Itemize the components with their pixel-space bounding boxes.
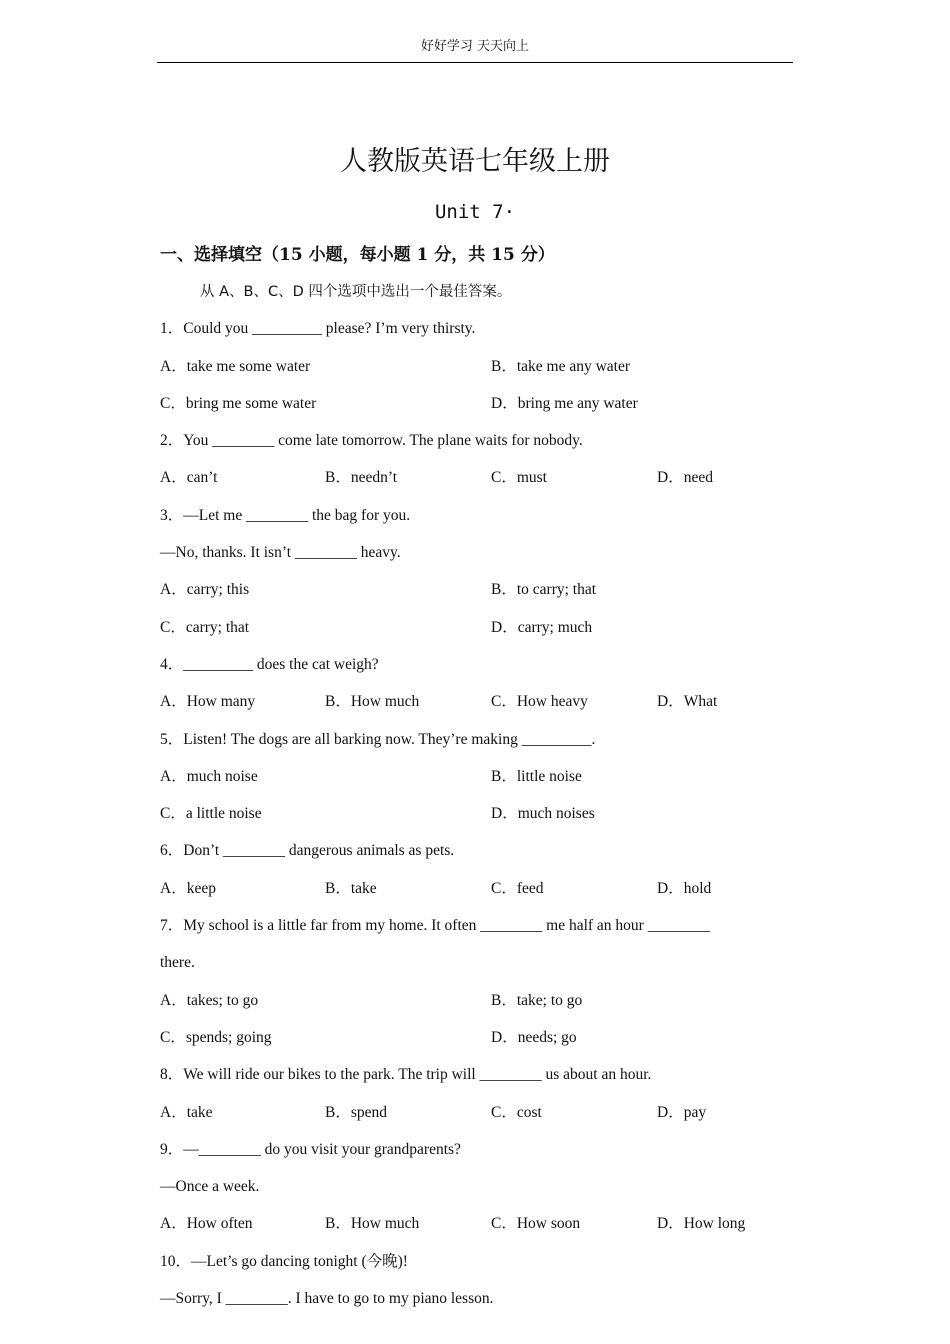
answer-option[interactable]: A．How many	[160, 693, 256, 711]
page-header	[157, 36, 793, 63]
answer-option[interactable]: C．bring me some water	[160, 394, 317, 412]
answer-option[interactable]: B．How much	[325, 693, 420, 711]
option-row	[160, 1212, 790, 1249]
answer-option[interactable]: D．carry; much	[491, 618, 593, 636]
answer-option[interactable]: B．little noise	[491, 767, 582, 785]
question-stem: 1．Could you _________ please? I’m very thirsty.	[160, 320, 476, 338]
answer-option[interactable]: A．How often	[160, 1215, 253, 1233]
answer-option[interactable]: C．must	[491, 469, 547, 487]
answer-option[interactable]: D．pay	[657, 1103, 707, 1121]
option-row	[160, 690, 790, 727]
answer-option[interactable]: C．carry; that	[160, 618, 250, 636]
answer-option[interactable]: B．How much	[325, 1215, 420, 1233]
option-row	[160, 989, 790, 1026]
answer-option[interactable]: D．What	[657, 693, 718, 711]
question-stem: 6．Don’t ________ dangerous animals as pets.	[160, 842, 455, 860]
question-stem: 9．—________ do you visit your grandparents?	[160, 1140, 461, 1158]
option-row	[160, 802, 790, 839]
instruction-text: 从 A、B、C、D 四个选项中选出一个最佳答案。	[200, 284, 512, 300]
section-heading: 一、选择填空（15 小题，每小题 1 分，共 15 分）	[160, 245, 555, 265]
answer-option[interactable]: B．take; to go	[491, 991, 583, 1009]
answer-option[interactable]: A．take	[160, 1103, 213, 1121]
answer-option[interactable]: D．needs; go	[491, 1028, 577, 1046]
option-row	[160, 1026, 790, 1063]
option-row	[160, 1101, 790, 1138]
question-stem: 7．My school is a little far from my home. It often ________ me half an hour ________	[160, 917, 710, 935]
option-row	[160, 355, 790, 392]
answer-option[interactable]: A．much noise	[160, 767, 258, 785]
answer-option[interactable]: C．a little noise	[160, 805, 262, 823]
question-stem: 5．Listen! The dogs are all barking now. They’re making _________.	[160, 730, 596, 748]
answer-option[interactable]: B．take me any water	[491, 357, 631, 375]
option-row	[160, 578, 790, 615]
answer-option[interactable]: D．hold	[657, 879, 712, 897]
answer-option[interactable]: D．How long	[657, 1215, 746, 1233]
question-list	[160, 280, 790, 1324]
option-row	[160, 466, 790, 503]
question-stem: there.	[160, 954, 195, 972]
document-title: 人教版英语七年级上册	[340, 146, 610, 177]
answer-option[interactable]: B．spend	[325, 1103, 388, 1121]
question-stem: —Sorry, I ________. I have to go to my piano lesson.	[160, 1290, 494, 1308]
option-row	[160, 877, 790, 914]
answer-option[interactable]: A．can’t	[160, 469, 218, 487]
question-stem: 8．We will ride our bikes to the park. The trip will ________ us about an hour.	[160, 1066, 652, 1084]
answer-option[interactable]: C．How heavy	[491, 693, 588, 711]
answer-option[interactable]: A．keep	[160, 879, 216, 897]
question-stem: 2．You ________ come late tomorrow. The plane waits for nobody.	[160, 432, 583, 450]
answer-option[interactable]: C．feed	[491, 879, 544, 897]
question-stem: 4．_________ does the cat weigh?	[160, 655, 379, 673]
option-row	[160, 392, 790, 429]
answer-option[interactable]: D．much noises	[491, 805, 595, 823]
answer-option[interactable]: B．needn’t	[325, 469, 398, 487]
question-stem: 10．—Let’s go dancing tonight (今晚)!	[160, 1252, 408, 1270]
unit-subtitle: Unit 7·	[434, 201, 516, 223]
question-stem: 3．—Let me ________ the bag for you.	[160, 506, 411, 524]
answer-option[interactable]: D．need	[657, 469, 713, 487]
answer-option[interactable]: C．spends; going	[160, 1028, 272, 1046]
header-motto: 好好学习 天天向上	[420, 39, 530, 54]
answer-option[interactable]: B．take	[325, 879, 377, 897]
answer-option[interactable]: C．How soon	[491, 1215, 581, 1233]
answer-option[interactable]: A．takes; to go	[160, 991, 259, 1009]
option-row	[160, 765, 790, 802]
answer-option[interactable]: D．bring me any water	[491, 394, 638, 412]
answer-option[interactable]: A．take me some water	[160, 357, 311, 375]
answer-option[interactable]: A．carry; this	[160, 581, 250, 599]
answer-option[interactable]: B．to carry; that	[491, 581, 597, 599]
option-row	[160, 616, 790, 653]
answer-option[interactable]: C．cost	[491, 1103, 542, 1121]
question-stem: —No, thanks. It isn’t ________ heavy.	[160, 544, 401, 562]
question-stem: —Once a week.	[160, 1178, 260, 1196]
